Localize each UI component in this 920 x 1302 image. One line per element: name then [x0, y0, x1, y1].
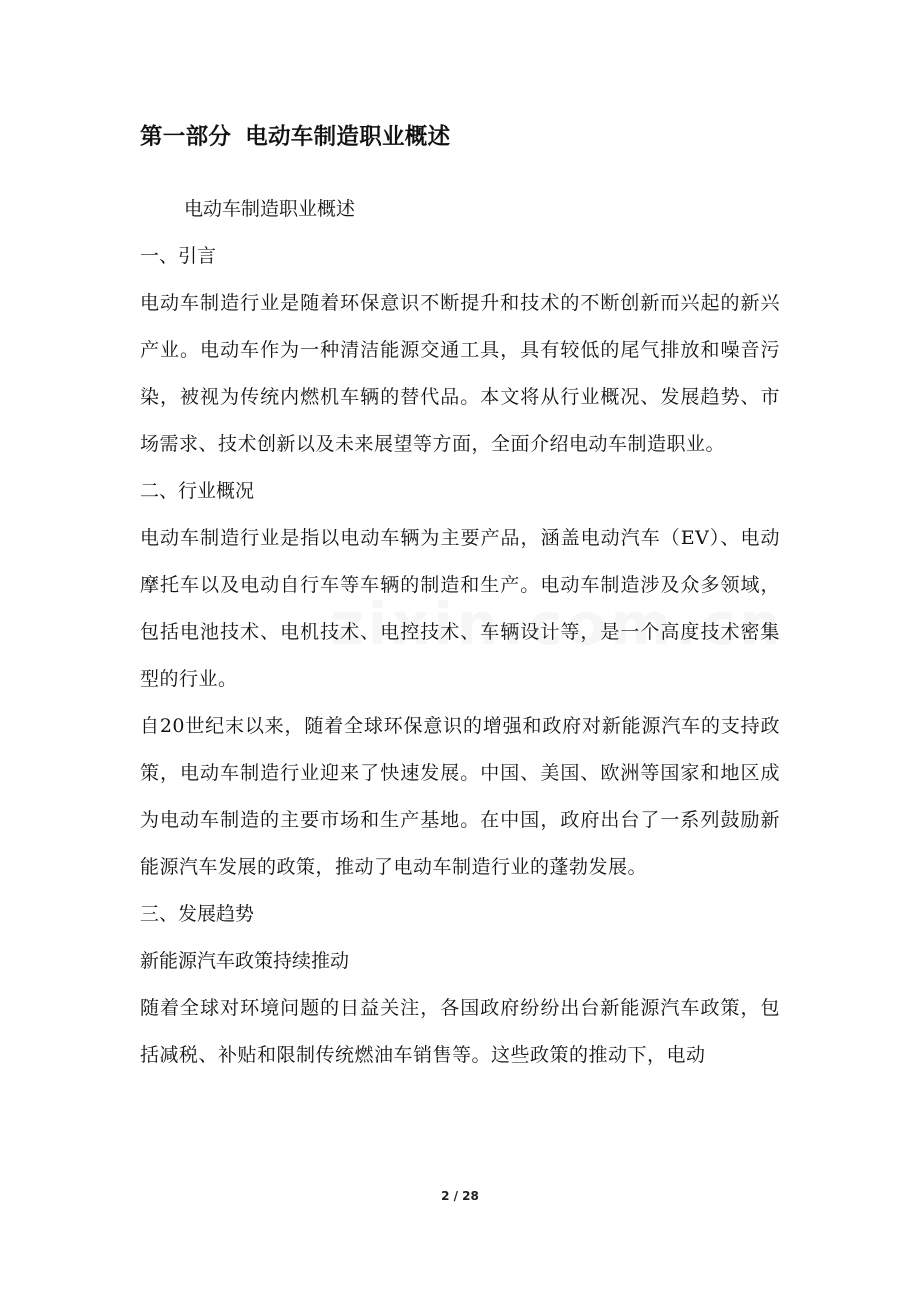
paragraph-overview-1: 电动车制造行业是指以电动车辆为主要产品，涵盖电动汽车（EV）、电动摩托车以及电动自行车等车辆的制造和生产。电动车制造涉及众多领域，包括电池技术、电机技术、电控技术、车辆设计等，是一个高度技术密集型的行业。: [140, 527, 780, 690]
subheading-policy: 新能源汽车政策持续推动: [140, 950, 350, 972]
document-subtitle: 电动车制造职业概述: [184, 198, 356, 220]
page-heading: [140, 112, 780, 162]
document-content: [140, 112, 780, 1079]
paragraph-overview-2: 自20世纪末以来，随着全球环保意识的增强和政府对新能源汽车的支持政策，电动车制造行业迎来了快速发展。中国、美国、欧洲等国家和地区成为电动车制造的主要市场和生产基地。在中国，政府出台了一系列鼓励新能源汽车发展的政策，推动了电动车制造行业的蓬勃发展。: [140, 715, 780, 878]
paragraph-intro: 电动车制造行业是随着环保意识不断提升和技术的不断创新而兴起的新兴产业。电动车作为一种清洁能源交通工具，具有较低的尾气排放和噪音污染，被视为传统内燃机车辆的替代品。本文将从行业概况、发展趋势、市场需求、技术创新以及未来展望等方面，全面介绍电动车制造职业。: [140, 292, 780, 455]
section-title-overview: 二、行业概况: [140, 480, 255, 502]
heading-part: 第一部分: [140, 124, 232, 150]
section-title-trends: 三、发展趋势: [140, 903, 255, 925]
paragraph-trends-1: 随着全球对环境问题的日益关注，各国政府纷纷出台新能源汽车政策，包括减税、补贴和限制传统燃油车销售等。这些政策的推动下，电动: [140, 997, 780, 1066]
heading-title: 电动车制造职业概述: [245, 124, 451, 150]
section-title-intro: 一、引言: [140, 245, 217, 267]
page-number: 2 / 28: [441, 1189, 479, 1203]
